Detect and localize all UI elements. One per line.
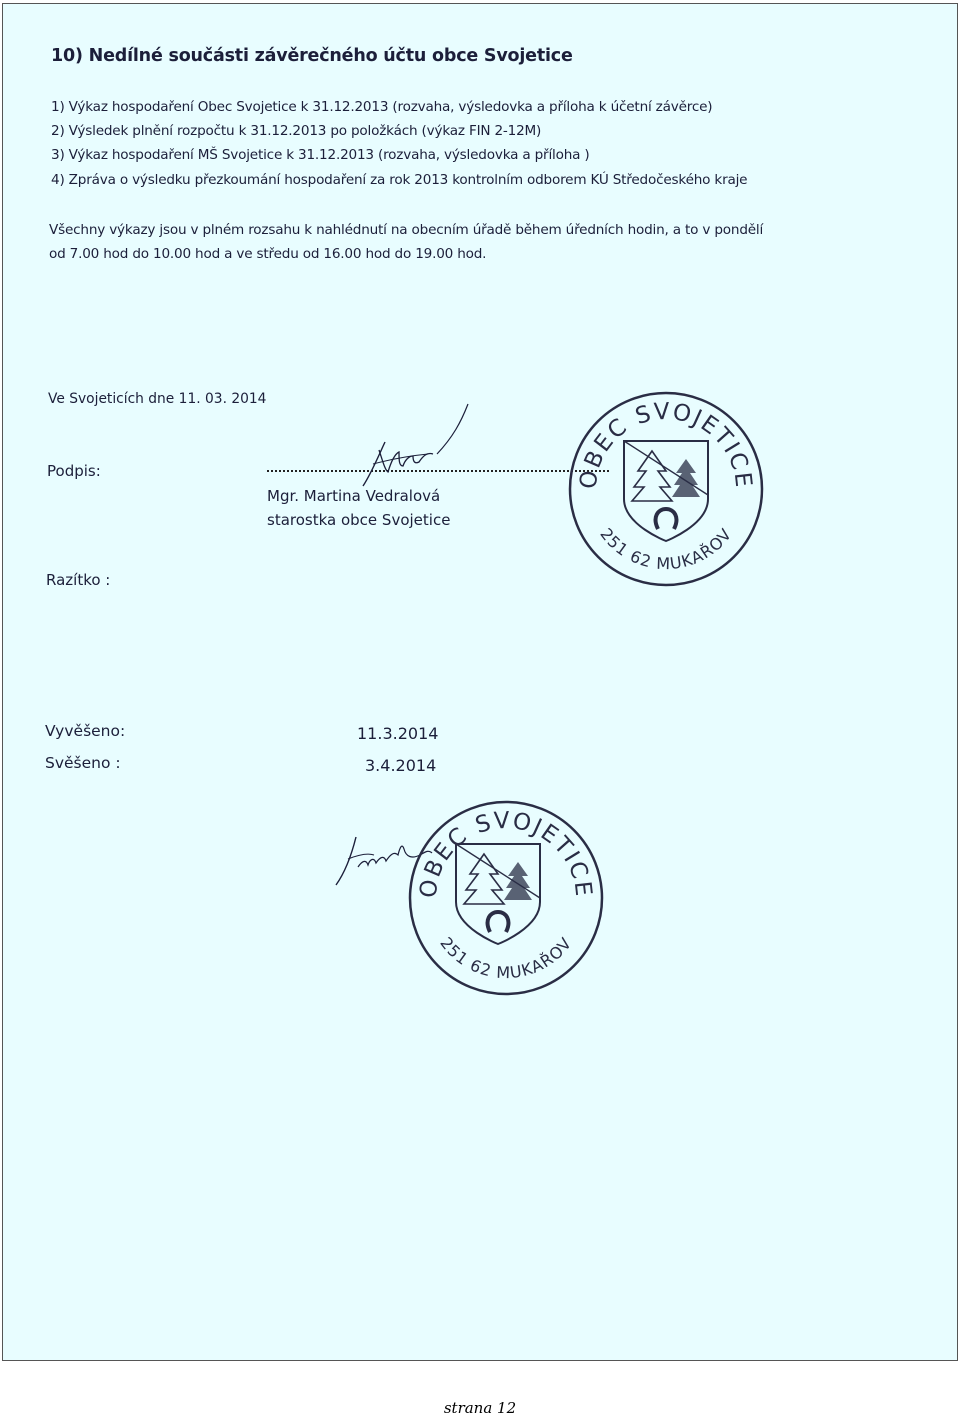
page-number: strana 12 — [443, 1399, 517, 1417]
removed-date: 3.4.2014 — [365, 756, 437, 775]
coat-of-arms-icon — [456, 844, 540, 944]
posted-label: Vyvěšeno: — [45, 722, 126, 740]
availability-line-1: Všechny výkazy jsou v plném rozsahu k nahlédnutí na obecním úřadě během úředních hodin, a to v pondělí — [49, 222, 764, 238]
availability-note — [49, 218, 763, 266]
stamp-label: Razítko : — [46, 571, 111, 589]
signatory-role: starostka obce Svojetice — [267, 511, 451, 529]
list-item: 1) Výkaz hospodaření Obec Svojetice k 31.12.2013 (rozvaha, výsledovka a příloha k účetní závěrce) — [51, 99, 713, 115]
removed-label: Svěšeno : — [45, 754, 121, 772]
signatory-name: Mgr. Martina Vedralová — [267, 487, 441, 505]
availability-line-2: od 7.00 hod do 10.00 hod a ve středu od 16.00 hod do 19.00 hod. — [49, 246, 487, 262]
municipal-stamp — [566, 389, 766, 589]
place-date: Ve Svojeticích dne 11. 03. 2014 — [48, 391, 267, 407]
svg-text:251 62 MUKAŘOV: 251 62 MUKAŘOV — [596, 524, 736, 574]
signature-label: Podpis: — [47, 462, 101, 480]
svg-text:OBEC SVOJETICE: OBEC SVOJETICE — [575, 398, 757, 491]
list-item: 3) Výkaz hospodaření MŠ Svojetice k 31.12.2013 (rozvaha, výsledovka a příloha ) — [51, 147, 590, 163]
municipal-stamp — [406, 798, 606, 998]
list-item: 4) Zpráva o výsledku přezkoumání hospodaření za rok 2013 kontrolním odborem KÚ Středočeského kraje — [51, 172, 748, 188]
list-item: 2) Výsledek plnění rozpočtu k 31.12.2013 po položkách (výkaz FIN 2-12M) — [51, 123, 542, 139]
svg-text:OBEC SVOJETICE: OBEC SVOJETICE — [415, 807, 597, 900]
document-page — [2, 3, 958, 1361]
page-title: 10) Nedílné součásti závěrečného účtu obce Svojetice — [51, 46, 573, 66]
svg-text:251 62 MUKAŘOV: 251 62 MUKAŘOV — [436, 933, 576, 983]
posted-date: 11.3.2014 — [357, 724, 439, 743]
coat-of-arms-icon — [624, 441, 708, 541]
